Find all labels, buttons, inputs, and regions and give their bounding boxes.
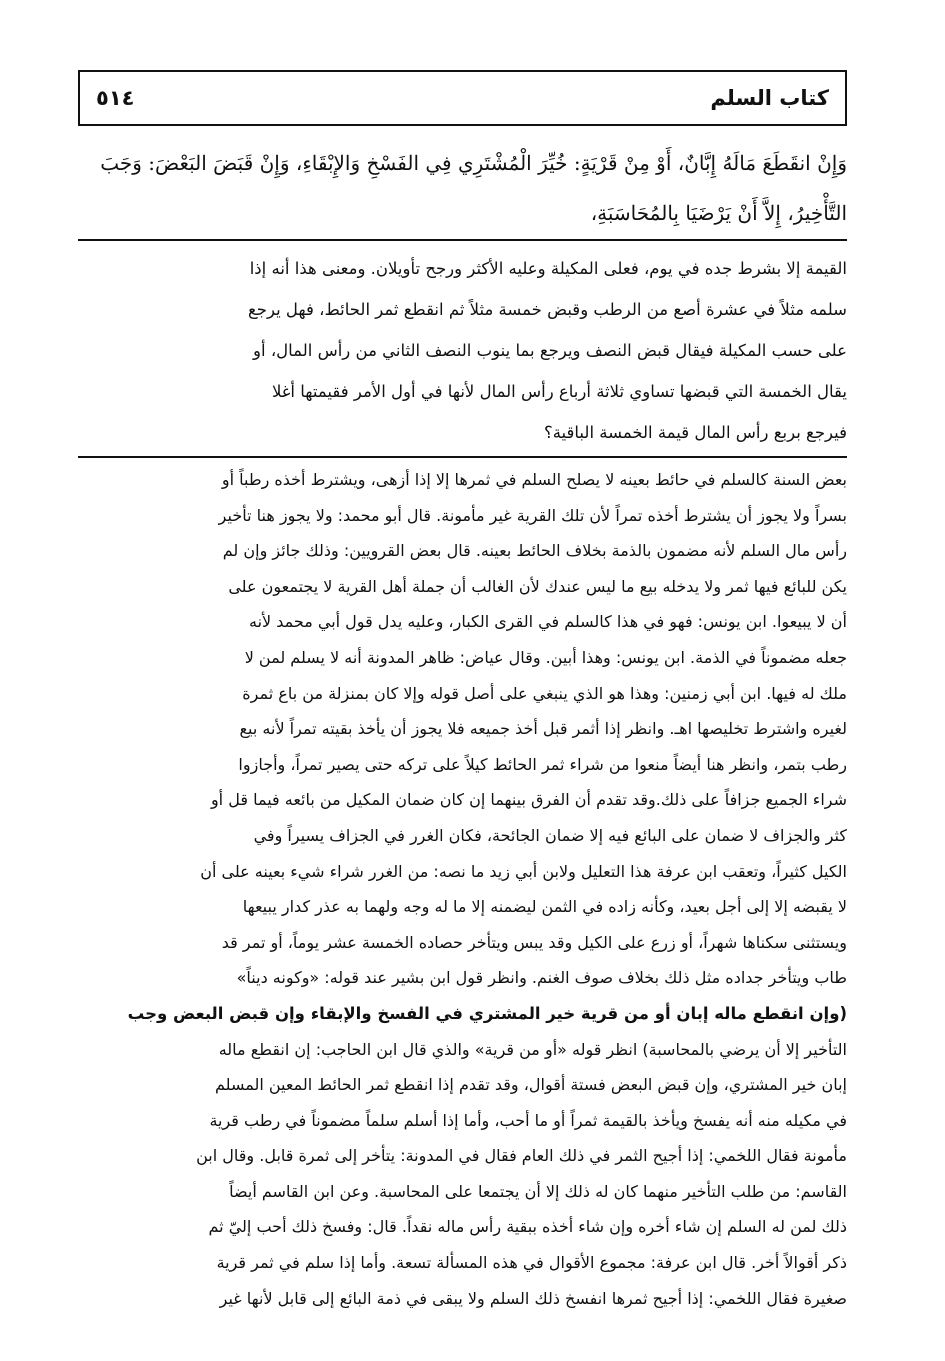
body-line: ذكر أقوالاً أخر. قال ابن عرفة: مجموع الأقوال في هذه المسألة تسعة. وأما إذا سلم في ثمر قرية — [216, 1253, 847, 1273]
body-line: صغيرة فقال اللخمي: إذا أجيح ثمرها انفسخ ذلك السلم ولا يبقى في ذمة البائع إلى قابل لأنها غير — [219, 1288, 847, 1308]
separator-rule — [78, 239, 847, 241]
body-line: ملك له فيها. ابن أبي زمنين: وهذا هو الذي ينبغي على أصل قوله وإلا كان بمنزلة من باع ثمرة — [242, 683, 847, 703]
body-line: رطب بتمر، وانظر هنا أيضاً منعوا من شراء ثمر الحائط كيلاً على تركه حتى يصير تمراً، وأجازوا — [238, 754, 847, 774]
body-line: يكن للبائع فيها ثمر ولا يدخله بيع ما ليس عندك لأن الغالب أن جملة أهل القرية لا يجتمعون على — [228, 576, 847, 596]
commentary-line: على حسب المكيلة فيقال قبض النصف ويرجع بما ينوب النصف الثاني من رأس المال، أو — [253, 341, 847, 360]
body-line: لا يقبضه إلا إلى أجل بعيد، وكأنه زاده في الثمن ليضمنه إلا ما له وجه ولهما به عذر كدار يبيعها — [242, 897, 847, 917]
body-line: أن لا يبيعوا. ابن يونس: فهو في هذا كالسلم في القرى الكبار، وعليه يدل قول أبي محمد لأنه — [248, 612, 847, 632]
body-line: التأخير إلا أن يرضي بالمحاسبة) انظر قوله «أو من قرية» والذي قال ابن الحاجب: إن انقطع ماله — [218, 1039, 847, 1059]
body-line: في مكيله منه أنه يفسخ ويأخذ بالقيمة ثمراً أو ما أحب، وأما إذا أسلم سلماً مضموناً في رطب قرية — [209, 1110, 847, 1130]
commentary-section — [78, 248, 847, 453]
body-line: إبان خير المشتري، وإن قبض البعض فستة أقوال، وقد تقدم إذا انقطع ثمر الحائط المعين المسلم — [215, 1075, 847, 1095]
page-header — [78, 70, 847, 126]
body-section — [78, 462, 847, 1316]
body-line: ويستثنى سكناها شهراً، أو زرع على الكيل وقد يبس ويتأخر حصاده الخمسة عشر يوماً، أو تمر قد — [221, 932, 847, 952]
main-text — [78, 138, 847, 238]
main-text-line: وَإِنْ انقَطَعَ مَالَهُ إِبَّانٌ، أَوْ مِنْ قَرْيَةٍ: خُيِّرَ الْمُشْتَرِي فِي الفَسْخِ وَالإِبْقَاءِ، وَإِنْ قَبَضَ البَعْضَ: وَجَبَ — [100, 151, 847, 175]
quoted-matn-line: (وإن انقطع ماله إبان أو من قرية خير المشتري في الفسخ والإبقاء وإن قبض البعض وجب — [127, 1003, 847, 1023]
page-number: ٥١٤ — [96, 86, 135, 110]
body-line: ذلك لمن له السلم إن شاء أخره وإن شاء أخذه ببقية رأس ماله نقداً. قال: وفسخ ذلك أحب إليّ ثم — [208, 1217, 847, 1237]
book-title: كتاب السلم — [710, 86, 829, 110]
book-page — [78, 0, 847, 1361]
commentary-line: القيمة إلا بشرط جده في يوم، فعلى المكيلة وعليه الأكثر ورجح تأويلان. ومعنى هذا أنه إذا — [249, 259, 847, 278]
body-line: كثر والجزاف لا ضمان على البائع فيه إلا ضمان الجائحة، فكان الغرر في الجزاف يسيراً وفي — [253, 825, 847, 845]
commentary-line: يقال الخمسة التي قبضها تساوي ثلاثة أرباع رأس المال لأنها في أول الأمر فقيمتها أغلا — [271, 382, 847, 401]
body-line: جعله مضموناً في الذمة. ابن يونس: وهذا أبين. وقال عياض: ظاهر المدونة أنه لا يسلم لمن لا — [244, 647, 847, 667]
commentary-line: سلمه مثلاً في عشرة أصع من الرطب وقبض خمسة مثلاً ثم انقطع ثمر الحائط، فهل يرجع — [248, 300, 847, 319]
separator-rule — [78, 456, 847, 458]
body-line: بعض السنة كالسلم في حائط بعينه لا يصلح السلم في ثمرها إلا إذا أزهى، ويشترط أخذه رطباً أو — [221, 470, 847, 489]
body-line: مأمونة فقال اللخمي: إذا أجيح الثمر في ذلك العام فقال في المدونة: يتأخر إلى ثمرة قابل. وقال ابن — [196, 1146, 847, 1166]
commentary-line: فيرجع بربع رأس المال قيمة الخمسة الباقية؟ — [543, 423, 847, 442]
body-line: شراء الجميع جزافاً على ذلك.وقد تقدم أن الفرق بينهما إن كان ضمان المكيل من بائعه فيما قل أو — [210, 790, 847, 810]
main-text-line: التَّأْخِيرُ، إِلاَّ أَنْ يَرْضَيَا بِالمُحَاسَبَةِ، — [590, 201, 847, 225]
body-line: طاب ويتأخر جداده مثل ذلك بخلاف صوف الغنم. وانظر قول ابن بشير عند قوله: «وكونه ديناً» — [236, 968, 847, 988]
body-line: بسراً ولا يجوز أن يشترط أخذه تمراً لأن تلك القرية غير مأمونة. قال أبو محمد: ولا يجوز هنا تأخير — [218, 505, 847, 525]
body-line: القاسم: من طلب التأخير منهما كان له ذلك إلا أن يجتمعا على المحاسبة. وعن ابن القاسم أيضاً — [229, 1181, 847, 1201]
body-line: لغيره واشترط تخليصها اهـ. وانظر إذا أثمر قبل أخذ جميعه فلا يجوز أن يأخذ بقيته تمراً لأنه بيع — [239, 719, 847, 739]
body-line: رأس مال السلم لأنه مضمون بالذمة بخلاف الحائط بعينه. قال بعض القرويين: وذلك جائز وإن لم — [222, 541, 847, 561]
body-line: الكيل كثيراً، وتعقب ابن عرفة هذا التعليل ولابن أبي زيد ما نصه: من الغرر شراء شيء بعينه على أن — [200, 861, 847, 881]
